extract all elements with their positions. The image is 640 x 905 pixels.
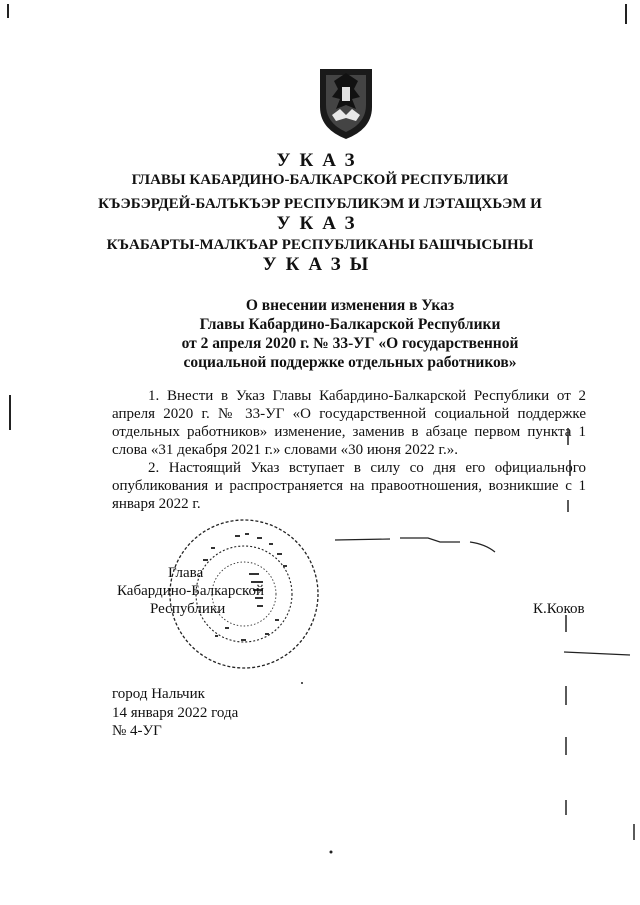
footer-number: № 4-УГ (112, 723, 162, 739)
footer-city: город Нальчик (112, 686, 205, 702)
footer-date: 14 января 2022 года (112, 704, 239, 721)
subject-line-1: О внесении изменения в Указ (245, 297, 455, 314)
signature-title-line-1: Глава (168, 565, 204, 581)
signature-title-line-3: Республики (150, 601, 226, 617)
footer-place-date-number (112, 685, 238, 741)
subject-line-2: Главы Кабардино-Балкарской Республики (199, 316, 501, 333)
decree-body (112, 387, 586, 513)
body-paragraph-1: 1. Внести в Указ Главы Кабардино-Балкарской Республики от 2 апреля 2020 г. № 33-УГ «О государственной социальной поддержке отдельных работников» изменение, заменив в абзаце первом пункта 1 слова «31 декабря 2021 г.» словами «30 июня 2022 г.». (112, 388, 586, 458)
header-kabardian-ukaz: УКАЗ (276, 213, 364, 234)
header-head-of-republic: ГЛАВЫ КАБАРДИНО-БАЛКАРСКОЙ РЕСПУБЛИКИ (131, 172, 509, 188)
header-balkar-line: КЪАБАРТЫ-МАЛКЪАР РЕСПУБЛИКАНЫ БАШЧЫСЫНЫ (106, 237, 534, 253)
header-balkar-ukazy: УКАЗЫ (262, 254, 378, 275)
body-paragraph-2: 2. Настоящий Указ вступает в силу со дня его официального опубликования и распространяется на правоотношения, возникшие с 1 января 2022 г. (112, 460, 586, 512)
handwritten-signature (330, 528, 500, 558)
signature-title-line-2: Кабардино-Балкарской (117, 583, 265, 599)
subject-line-4: социальной поддержке отдельных работников» (183, 354, 517, 371)
decree-subject (0, 296, 640, 372)
subject-line-3: от 2 апреля 2020 г. № 33-УГ «О государственной (181, 335, 519, 352)
header-kabardian-line: КЪЭБЭРДЕЙ-БАЛЪКЪЭР РЕСПУБЛИКЭМ И ЛЭТАЩХЬЭМ И (98, 196, 542, 212)
signatory-name: К.Коков (533, 601, 585, 617)
coat-of-arms-emblem (316, 63, 376, 141)
header-ukaz-title: УКАЗ (276, 150, 364, 171)
